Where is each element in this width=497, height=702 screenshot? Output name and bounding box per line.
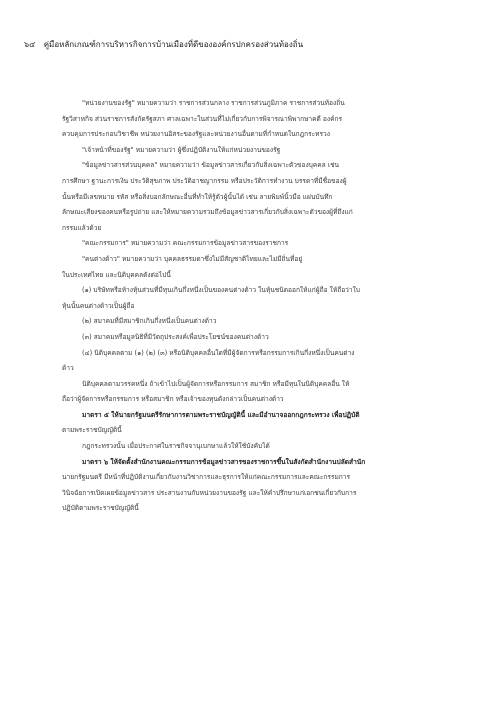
text-line: (๔) นิติบุคคลตาม (๑) (๒) (๓) หรือนิติบุคคลอื่นใดที่มีผู้จัดการหรือกรรมการเกินกึ่งหนึ่งเป็นคนต่าง	[82, 348, 355, 357]
text-line: นั้นหรือมีเลขหมาย รหัส หรือสิ่งบอกลักษณะอื่นที่ทำให้รู้ตัวผู้นั้นได้ เช่น ลายพิมพ์นิ้วมือ แผ่นบันทึก	[62, 192, 333, 201]
text-line: กฎกระทรวงนั้น เมื่อประกาศในราชกิจจานุเบกษาแล้วให้ใช้บังคับได้	[82, 442, 270, 451]
text-line: นายกรัฐมนตรี มีหน้าที่ปฏิบัติงานเกี่ยวกับงานวิชาการและธุรการให้แก่คณะกรรมการและคณะกรรมการ	[62, 473, 351, 482]
text-line: (๑) บริษัทหรือห้างหุ้นส่วนที่มีทุนเกินกึ่งหนึ่งเป็นของคนต่างด้าว ในหุ้นชนิดออกให้แก่ผู้ถือ ให้ถือว่าใบ	[82, 286, 360, 295]
text-line: ตามพระราชบัญญัตินี้	[62, 426, 122, 435]
text-line: "คณะกรรมการ" หมายความว่า คณะกรรมการข้อมูลข่าวสารของราชการ	[82, 239, 289, 248]
text-line: (๓) สมาคมหรือมูลนิธิที่มีวัตถุประสงค์เพื่อประโยชน์ของคนต่างด้าว	[82, 332, 269, 341]
running-title: คู่มือหลักเกณฑ์การบริหารกิจการบ้านเมืองที่ดีขององค์กรปกครองส่วนท้องถิ่น	[43, 40, 304, 49]
text-line: ด้าว	[62, 364, 74, 373]
text-line: นิติบุคคลตามวรรคหนึ่ง ถ้าเข้าไปเป็นผู้จัดการหรือกรรมการ สมาชิก หรือมีทุนในนิติบุคคลอื่น ให้	[82, 379, 350, 388]
text-line: วินิจฉัยการเปิดเผยข้อมูลข่าวสาร ประสานงานกับหน่วยงานของรัฐ และให้คำปรึกษาแก่เอกชนเกี่ยวกับการ	[62, 488, 357, 497]
text-line: "เจ้าหน้าที่ของรัฐ" หมายความว่า ผู้ซึ่งปฏิบัติงานให้แก่หน่วยงานของรัฐ	[82, 145, 281, 154]
text-line: (๒) สมาคมที่มีสมาชิกเกินกึ่งหนึ่งเป็นคนต่างด้าว	[82, 317, 217, 326]
text-line: มาตรา ๖ ให้จัดตั้งสำนักงานคณะกรรมการข้อมูลข่าวสารของราชการขึ้นในสังกัดสำนักงานปลัดสำนัก	[82, 457, 366, 466]
page-number: ๖๔	[24, 40, 36, 49]
text-line: การศึกษา ฐานะการเงิน ประวัติสุขภาพ ประวัติอาชญากรรม หรือประวัติการทำงาน บรรดาที่มีชื่อของผู้	[62, 176, 347, 185]
text-line: กรรมแล้วด้วย	[62, 223, 102, 232]
text-line: หุ้นนั้นคนต่างด้าวเป็นผู้ถือ	[62, 301, 135, 310]
text-line: ควบคุมการประกอบวิชาชีพ หน่วยงานอิสระของรัฐและหน่วยงานอื่นตามที่กำหนดในกฎกระทรวง	[62, 130, 330, 139]
body-text	[62, 96, 440, 517]
text-line: ถือว่าผู้จัดการหรือกรรมการ หรือสมาชิก หรือเจ้าของทุนดังกล่าวเป็นคนต่างด้าว	[62, 395, 284, 404]
text-line: "คนต่างด้าว" หมายความว่า บุคคลธรรมดาซึ่งไม่มีสัญชาติไทยและไม่มีถิ่นที่อยู่	[82, 254, 303, 263]
text-line: รัฐวิสาหกิจ ส่วนราชการสังกัดรัฐสภา ศาลเฉพาะในส่วนที่ไม่เกี่ยวกับการพิจารณาพิพากษาคดี องค์กร	[62, 114, 343, 123]
text-line: "ข้อมูลข่าวสารส่วนบุคคล" หมายความว่า ข้อมูลข่าวสารเกี่ยวกับสิ่งเฉพาะตัวของบุคคล เช่น	[82, 161, 340, 170]
text-line: มาตรา ๕ ให้นายกรัฐมนตรีรักษาการตามพระราชบัญญัตินี้ และมีอำนาจออกกฎกระทรวง เพื่อปฏิบัติ	[82, 410, 360, 419]
page-header	[24, 38, 303, 51]
text-line: ลักษณะเสียงของคนหรือรูปถ่าย และให้หมายความรวมถึงข้อมูลข่าวสารเกี่ยวกับสิ่งเฉพาะตัวของผู้ที่ถึงแก่	[62, 208, 353, 217]
text-line: ในประเทศไทย และนิติบุคคลดังต่อไปนี้	[62, 270, 171, 279]
text-line: ปฏิบัติตามพระราชบัญญัตินี้	[62, 504, 139, 513]
text-line: "หน่วยงานของรัฐ" หมายความว่า ราชการส่วนกลาง ราชการส่วนภูมิภาค ราชการส่วนท้องถิ่น	[82, 99, 345, 107]
